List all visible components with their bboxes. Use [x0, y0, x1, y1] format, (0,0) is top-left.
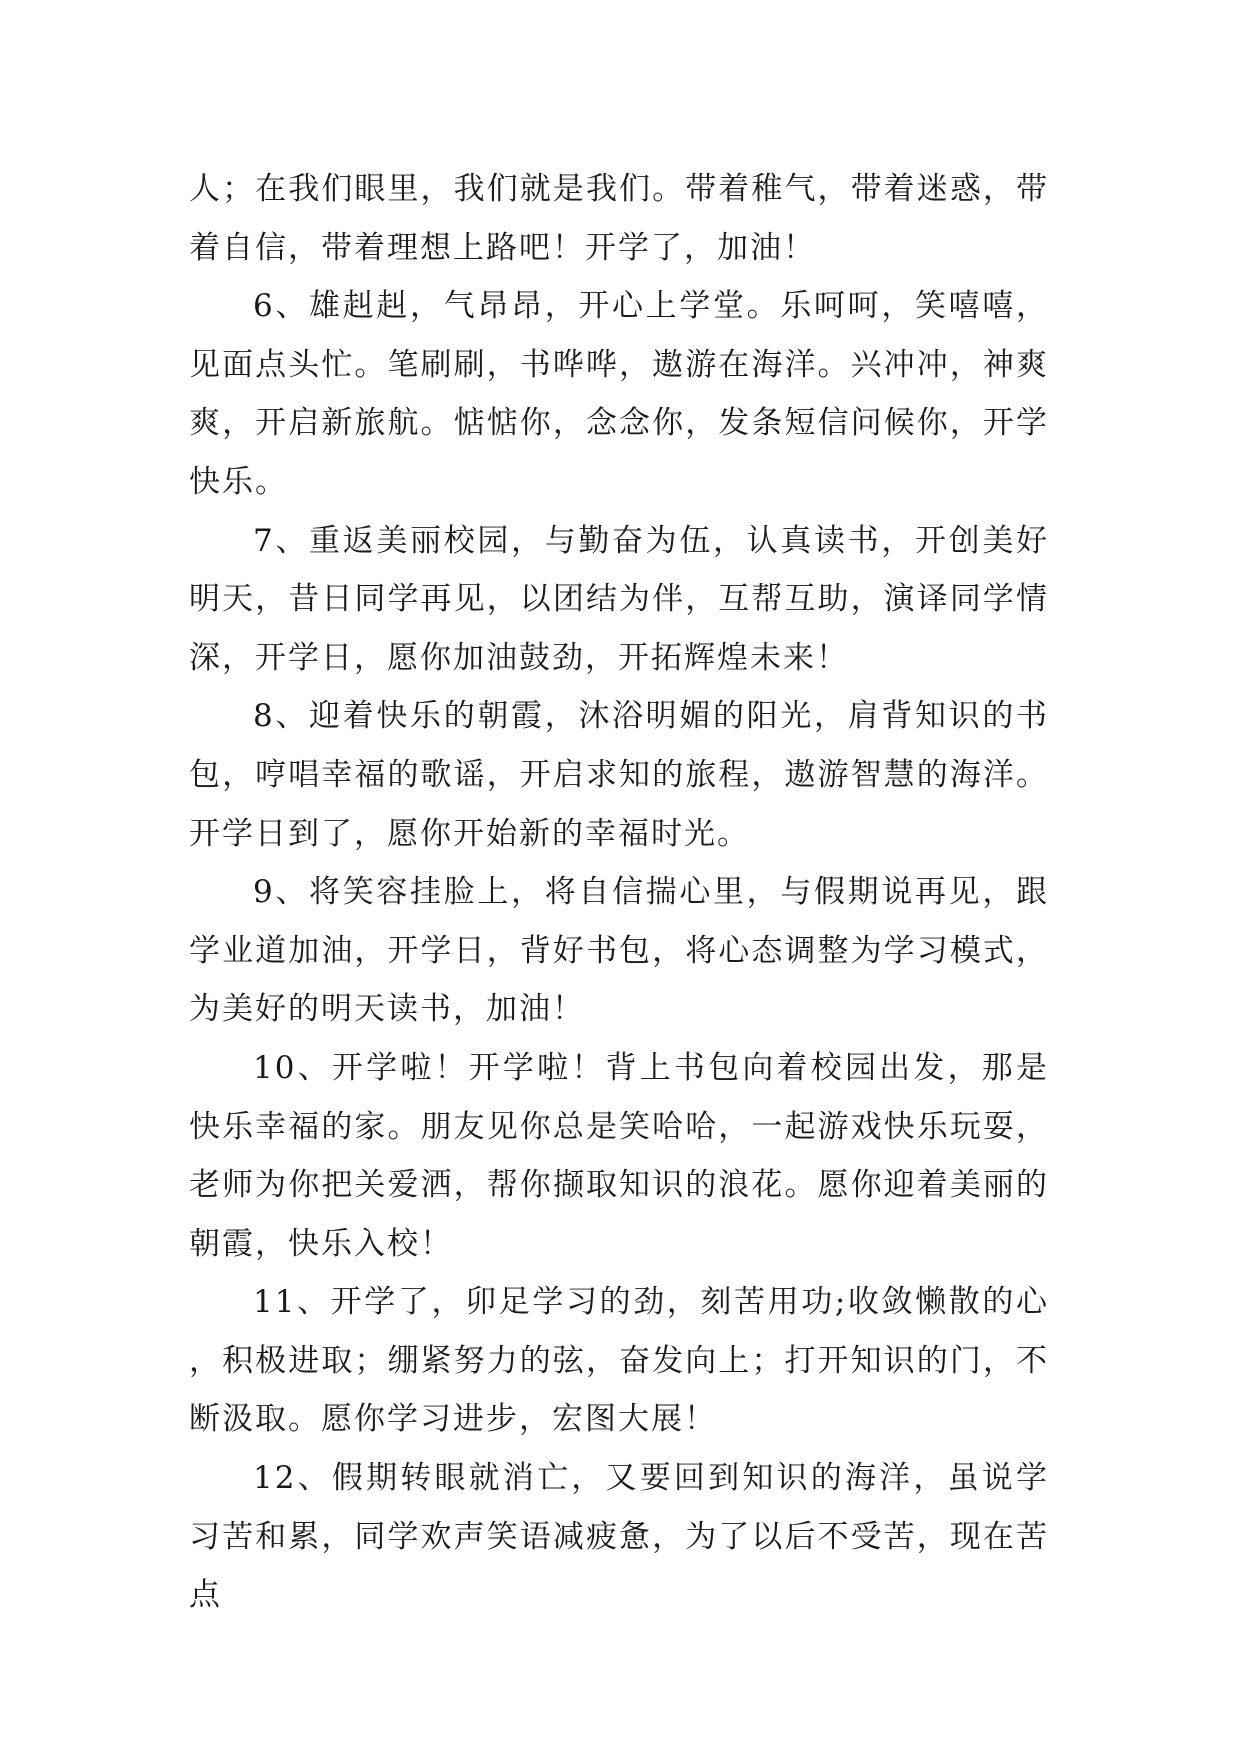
paragraph-continued: 人；在我们眼里，我们就是我们。带着稚气，带着迷惑，带着自信，带着理想上路吧！开学了，加油！	[189, 171, 1049, 266]
paragraph-item-11: 11、开学了，卯足学习的劲，刻苦用功;收敛懒散的心，积极进取；绷紧努力的弦，奋发向上；打开知识的门，不断汲取。愿你学习进步，宏图大展！	[189, 1284, 1049, 1438]
document-body	[189, 160, 1049, 1625]
paragraph-item-8: 8、迎着快乐的朝霞，沐浴明媚的阳光，肩背知识的书包，哼唱幸福的歌谣，开启求知的旅程，遨游智慧的海洋。开学日到了，愿你开始新的幸福时光。	[189, 698, 1049, 852]
paragraph-item-7: 7、重返美丽校园，与勤奋为伍，认真读书，开创美好明天，昔日同学再见，以团结为伴，互帮互助，演译同学情深，开学日，愿你加油鼓劲，开拓辉煌未来！	[189, 522, 1049, 676]
paragraph-item-10: 10、开学啦！开学啦！背上书包向着校园出发，那是快乐幸福的家。朋友见你总是笑哈哈，一起游戏快乐玩耍，老师为你把关爱洒，帮你撷取知识的浪花。愿你迎着美丽的朝霞，快乐入校！	[189, 1049, 1049, 1262]
paragraph-item-12: 12、假期转眼就消亡，又要回到知识的海洋，虽说学习苦和累，同学欢声笑语减疲惫，为了以后不受苦，现在苦点	[189, 1460, 1049, 1614]
paragraph-item-9: 9、将笑容挂脸上，将自信揣心里，与假期说再见，跟学业道加油，开学日，背好书包，将心态调整为学习模式，为美好的明天读书，加油！	[189, 874, 1049, 1028]
paragraph-item-6: 6、雄赳赳，气昂昂，开心上学堂。乐呵呵，笑嘻嘻，见面点头忙。笔刷刷，书哗哗，遨游在海洋。兴冲冲，神爽爽，开启新旅航。惦惦你，念念你，发条短信问候你，开学快乐。	[189, 288, 1049, 500]
